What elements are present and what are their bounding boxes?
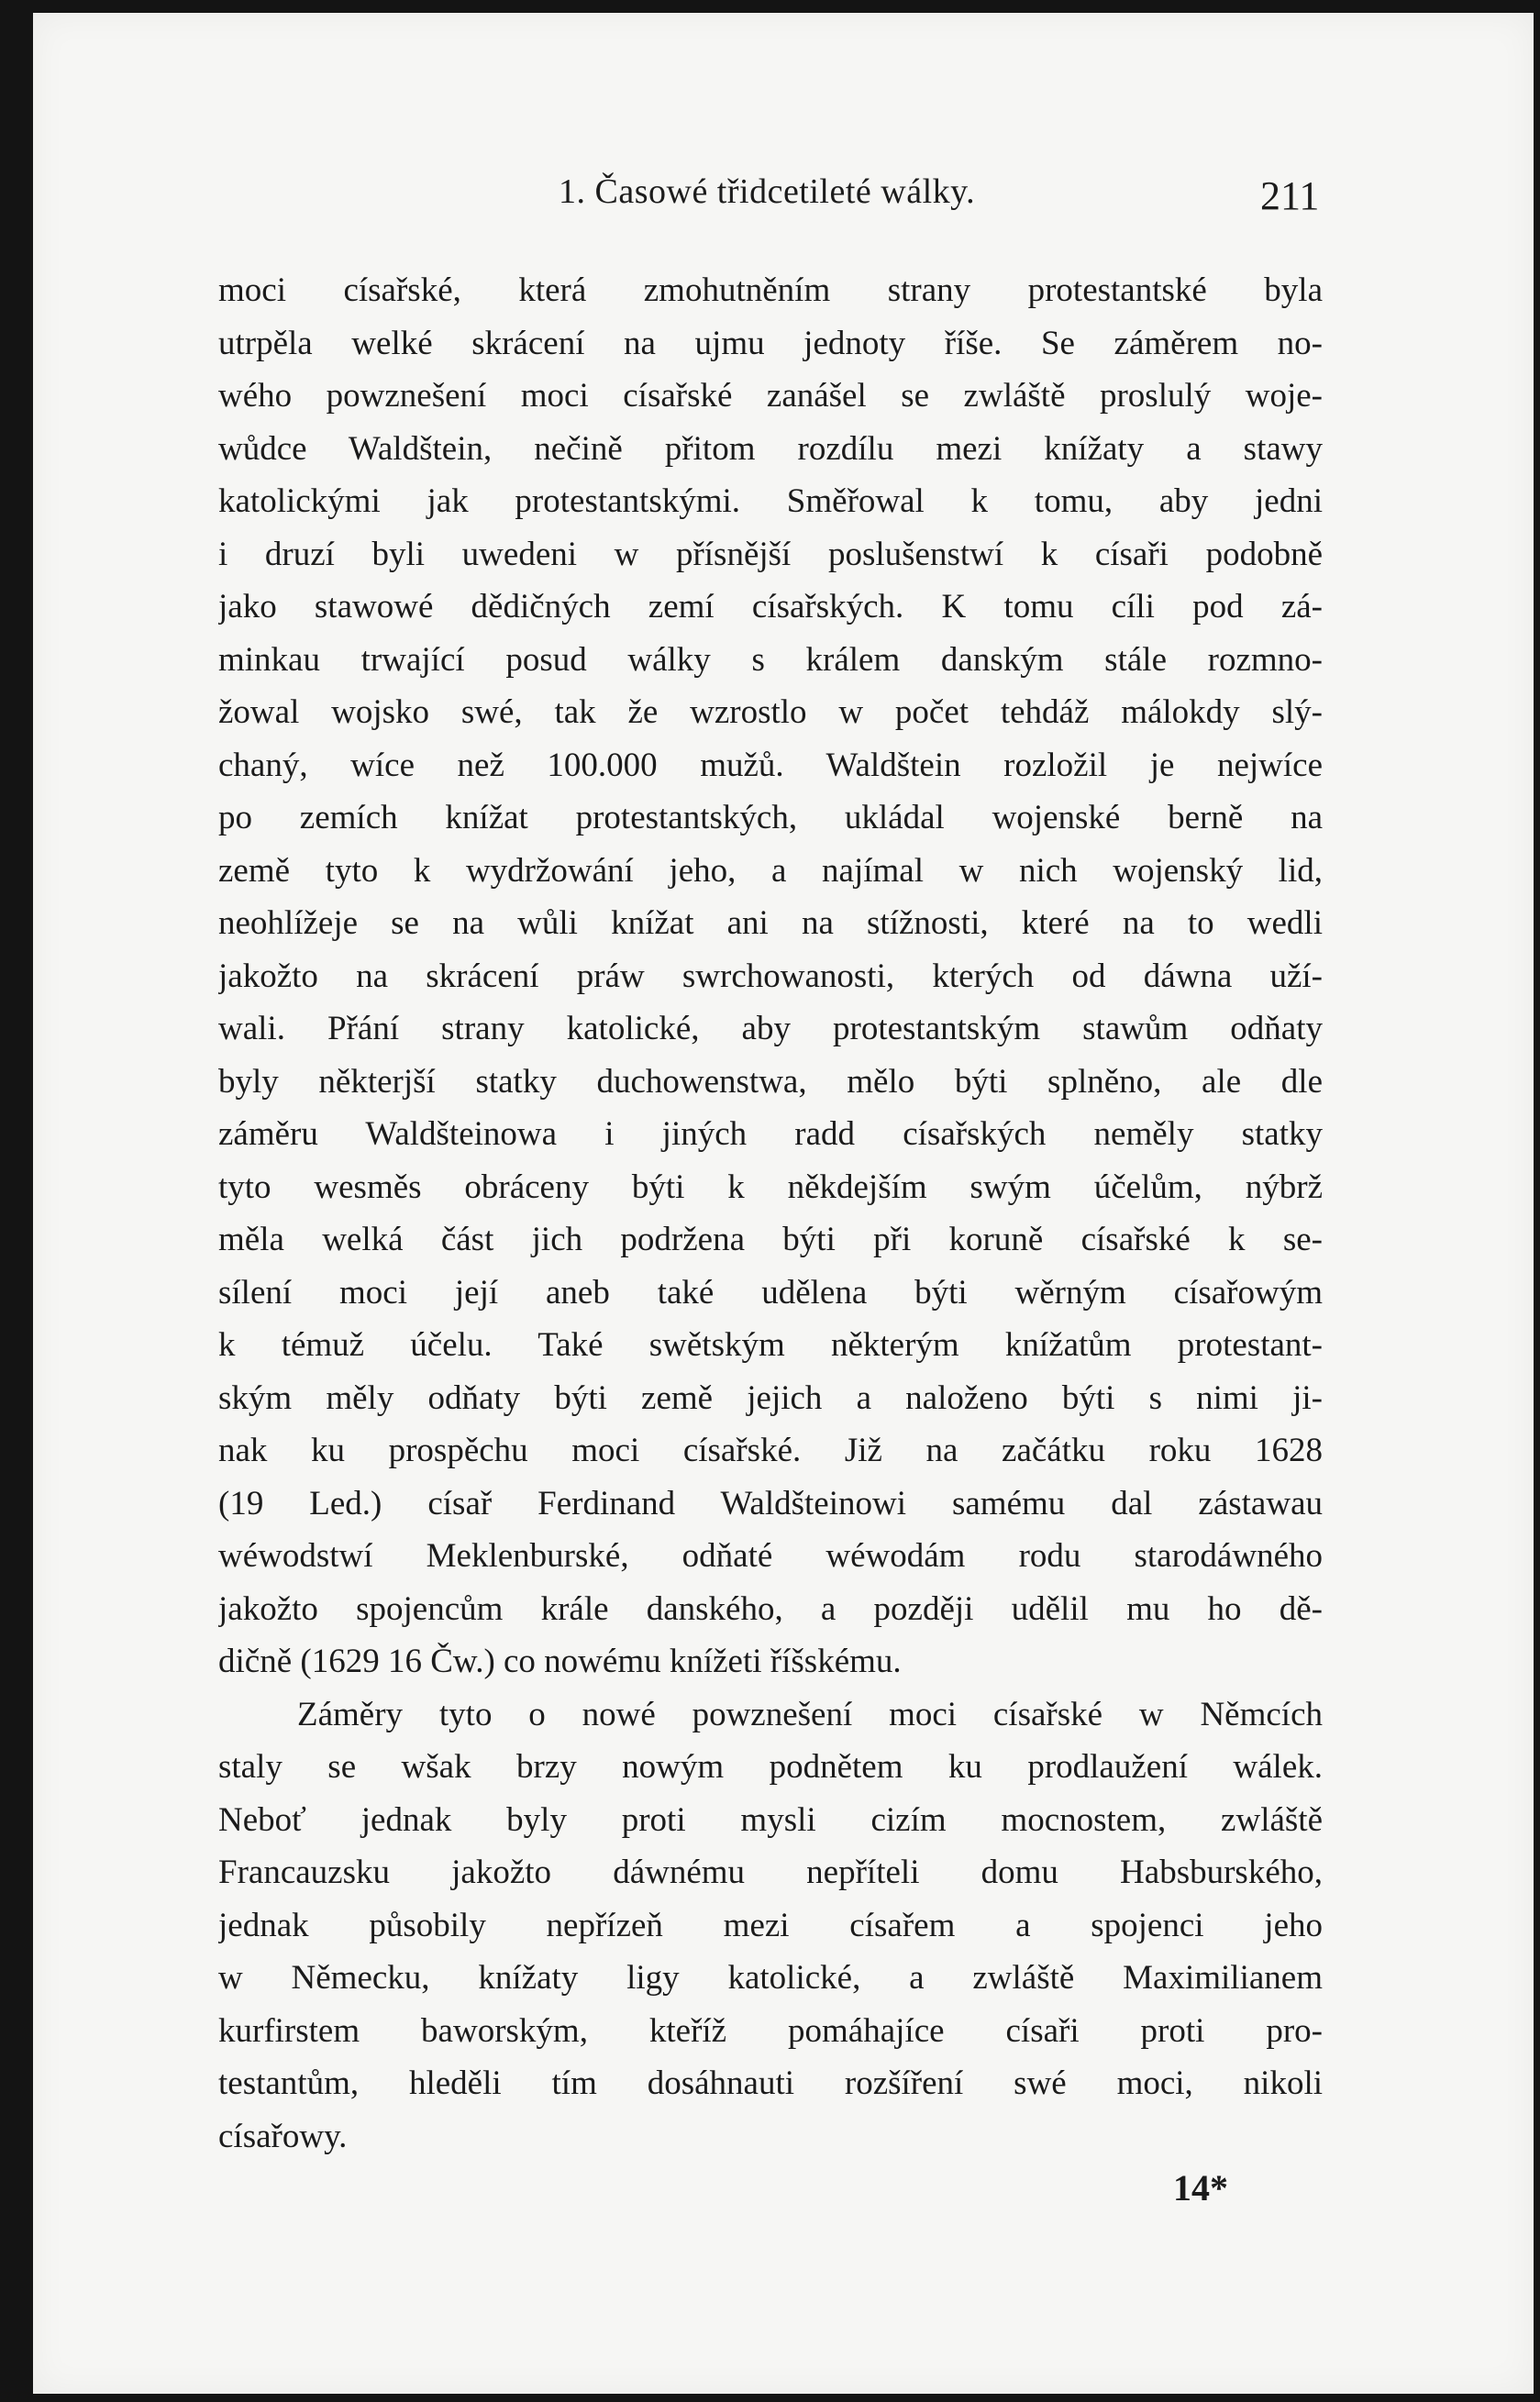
text-line: neohlížeje se na wůli knížat ani na stížnosti, které na to wedli	[218, 904, 1323, 942]
text-line: minkau trwající posud wálky s králem danským stále rozmno-	[218, 640, 1323, 679]
text-line: i druzí byli uwedeni w přísnější poslušenstwí k císaři podobně	[218, 535, 1323, 573]
text-line: měla welká část jich podržena býti při koruně císařské k se-	[218, 1221, 1323, 1258]
text-line: w Německu, knížaty ligy katolické, a zwláště Maximilianem	[218, 1959, 1323, 1997]
text-line: dičně (1629 16 Čw.) co nowému knížeti říšskému.	[218, 1643, 902, 1680]
text-line: po zemích knížat protestantských, ukládal wojenské berně na	[218, 799, 1323, 836]
text-line: wéwodstwí Meklenburské, odňaté wéwodám rodu starodáwného	[218, 1537, 1323, 1575]
text-line: (19 Led.) císař Ferdinand Waldšteinowi samému dal zástawau	[218, 1484, 1323, 1522]
text-line: Neboť jednak byly proti mysli cizím mocnostem, zwláště	[218, 1800, 1323, 1839]
text-line: nak ku prospěchu moci císařské. Již na začátku roku 1628	[218, 1432, 1323, 1469]
paragraph-1	[218, 264, 1323, 1688]
text-line: staly se wšak brzy nowým podnětem ku prodlaužení wálek.	[218, 1748, 1323, 1786]
paragraph-2	[218, 1688, 1323, 2164]
text-line: jakožto spojencům krále danského, a později udělil mu ho dě-	[218, 1589, 1323, 1628]
body-text	[218, 264, 1323, 2163]
text-line: moci císařské, která zmohutněním strany protestantské byla	[218, 271, 1323, 309]
text-line: císařowy.	[218, 2117, 348, 2155]
text-line: testantům, hleděli tím dosáhnauti rozšíření swé moci, nikoli	[218, 2064, 1323, 2102]
text-line: jednak působily nepřízeň mezi císařem a spojenci jeho	[218, 1906, 1323, 1944]
text-line: jakožto na skrácení práw swrchowanosti, kterých od dáwna uží-	[218, 957, 1323, 995]
text-line: tyto wesměs obráceny býti k někdejším swým účelům, nýbrž	[218, 1168, 1323, 1206]
running-title: 1. Časowé třidcetileté wálky.	[559, 172, 976, 211]
signature-mark: 14*	[1173, 2167, 1228, 2208]
text-line: záměru Waldšteinowa i jiných radd císařských neměly statky	[218, 1115, 1323, 1153]
text-line: země tyto k wydržowání jeho, a najímal w nich wojenský lid,	[218, 851, 1323, 890]
text-line: žowal wojsko swé, tak že wzrostlo w počet tehdáž málokdy slý-	[218, 693, 1323, 731]
text-line: sílení moci její aneb také udělena býti wěrným císařowým	[218, 1273, 1323, 1312]
text-line: katolickými jak protestantskými. Směřowal k tomu, aby jedni	[218, 482, 1323, 520]
text-line: chaný, wíce než 100.000 mužů. Waldštein rozložil je nejwíce	[218, 746, 1323, 784]
text-line: kurfirstem baworským, kteříž pomáhajíce císaři proti pro-	[218, 2011, 1323, 2050]
page-number: 211	[1260, 173, 1320, 218]
text-line: wůdce Waldštein, nečině přitom rozdílu mezi knížaty a stawy	[218, 429, 1323, 468]
text-line: k témuž účelu. Také swětským některým knížatům protestant-	[218, 1326, 1323, 1364]
text-line: utrpěla welké skrácení na ujmu jednoty říše. Se záměrem no-	[218, 324, 1323, 362]
text-line: wého powznešení moci císařské zanášel se zwláště proslulý woje-	[218, 377, 1323, 415]
text-line: Francauzsku jakožto dáwnému nepříteli domu Habsburského,	[218, 1854, 1323, 1891]
text-line: wali. Přání strany katolické, aby protestantským stawům odňaty	[218, 1010, 1323, 1047]
text-line: Záměry tyto o nowé powznešení moci císařské w Němcích	[297, 1695, 1323, 1733]
book-page	[33, 13, 1534, 2394]
text-line: jako stawowé dědičných zemí císařských. K tomu cíli pod zá-	[218, 588, 1323, 625]
text-line: ským měly odňaty býti země jejich a naloženo býti s nimi ji-	[218, 1378, 1323, 1417]
text-line: byly některjší statky duchowenstwa, mělo býti splněno, ale dle	[218, 1062, 1323, 1101]
